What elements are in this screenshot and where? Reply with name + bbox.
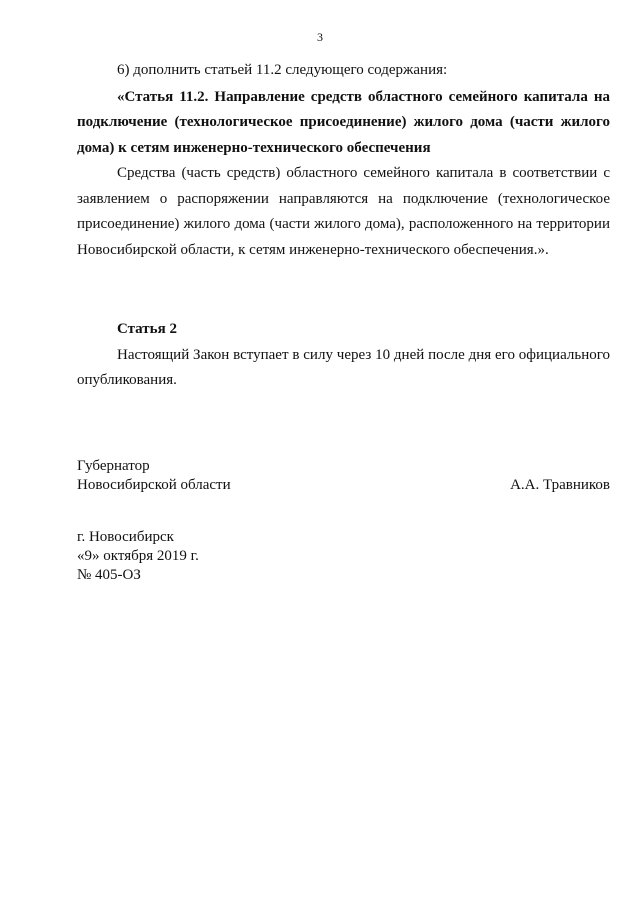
- page-number: 3: [317, 30, 323, 44]
- signature-block: [77, 457, 610, 501]
- item-6-intro: 6) дополнить статьей 11.2 следующего содержания:: [117, 62, 448, 78]
- signature-row: [77, 476, 610, 501]
- article-2-block: [77, 317, 610, 394]
- footer-block: [77, 528, 610, 585]
- article-2-body: Настоящий Закон вступает в силу через 10 дней после дня его официального опубликования.: [77, 346, 610, 388]
- article-11-2-body: Средства (часть средств) областного семейного капитала в соответствии с заявлением о распоряжении направляются на подключение (технологическое присоединение) жилого дома (части жилого дома), расположенного на территории Новосибирской области, к сетям инженерно-технического обеспечения.».: [77, 165, 610, 258]
- article-11-2-heading: «Статья 11.2. Направление средств областного семейного капитала на подключение (технологическое присоединение) жилого дома (части жилого дома) к сетям инженерно-технического обеспечения: [77, 88, 610, 156]
- signature-title-line1: Губернатор: [77, 458, 150, 474]
- footer-city: г. Новосибирск: [77, 529, 174, 545]
- article-2-heading: Статья 2: [117, 321, 177, 337]
- signatory-name: А.А. Травников: [510, 477, 610, 493]
- footer-date: «9» октября 2019 г.: [77, 548, 199, 564]
- signature-title-line2: Новосибирской области: [77, 477, 231, 493]
- amendment-block: [77, 58, 610, 263]
- footer-law-number: № 405-ОЗ: [77, 567, 141, 583]
